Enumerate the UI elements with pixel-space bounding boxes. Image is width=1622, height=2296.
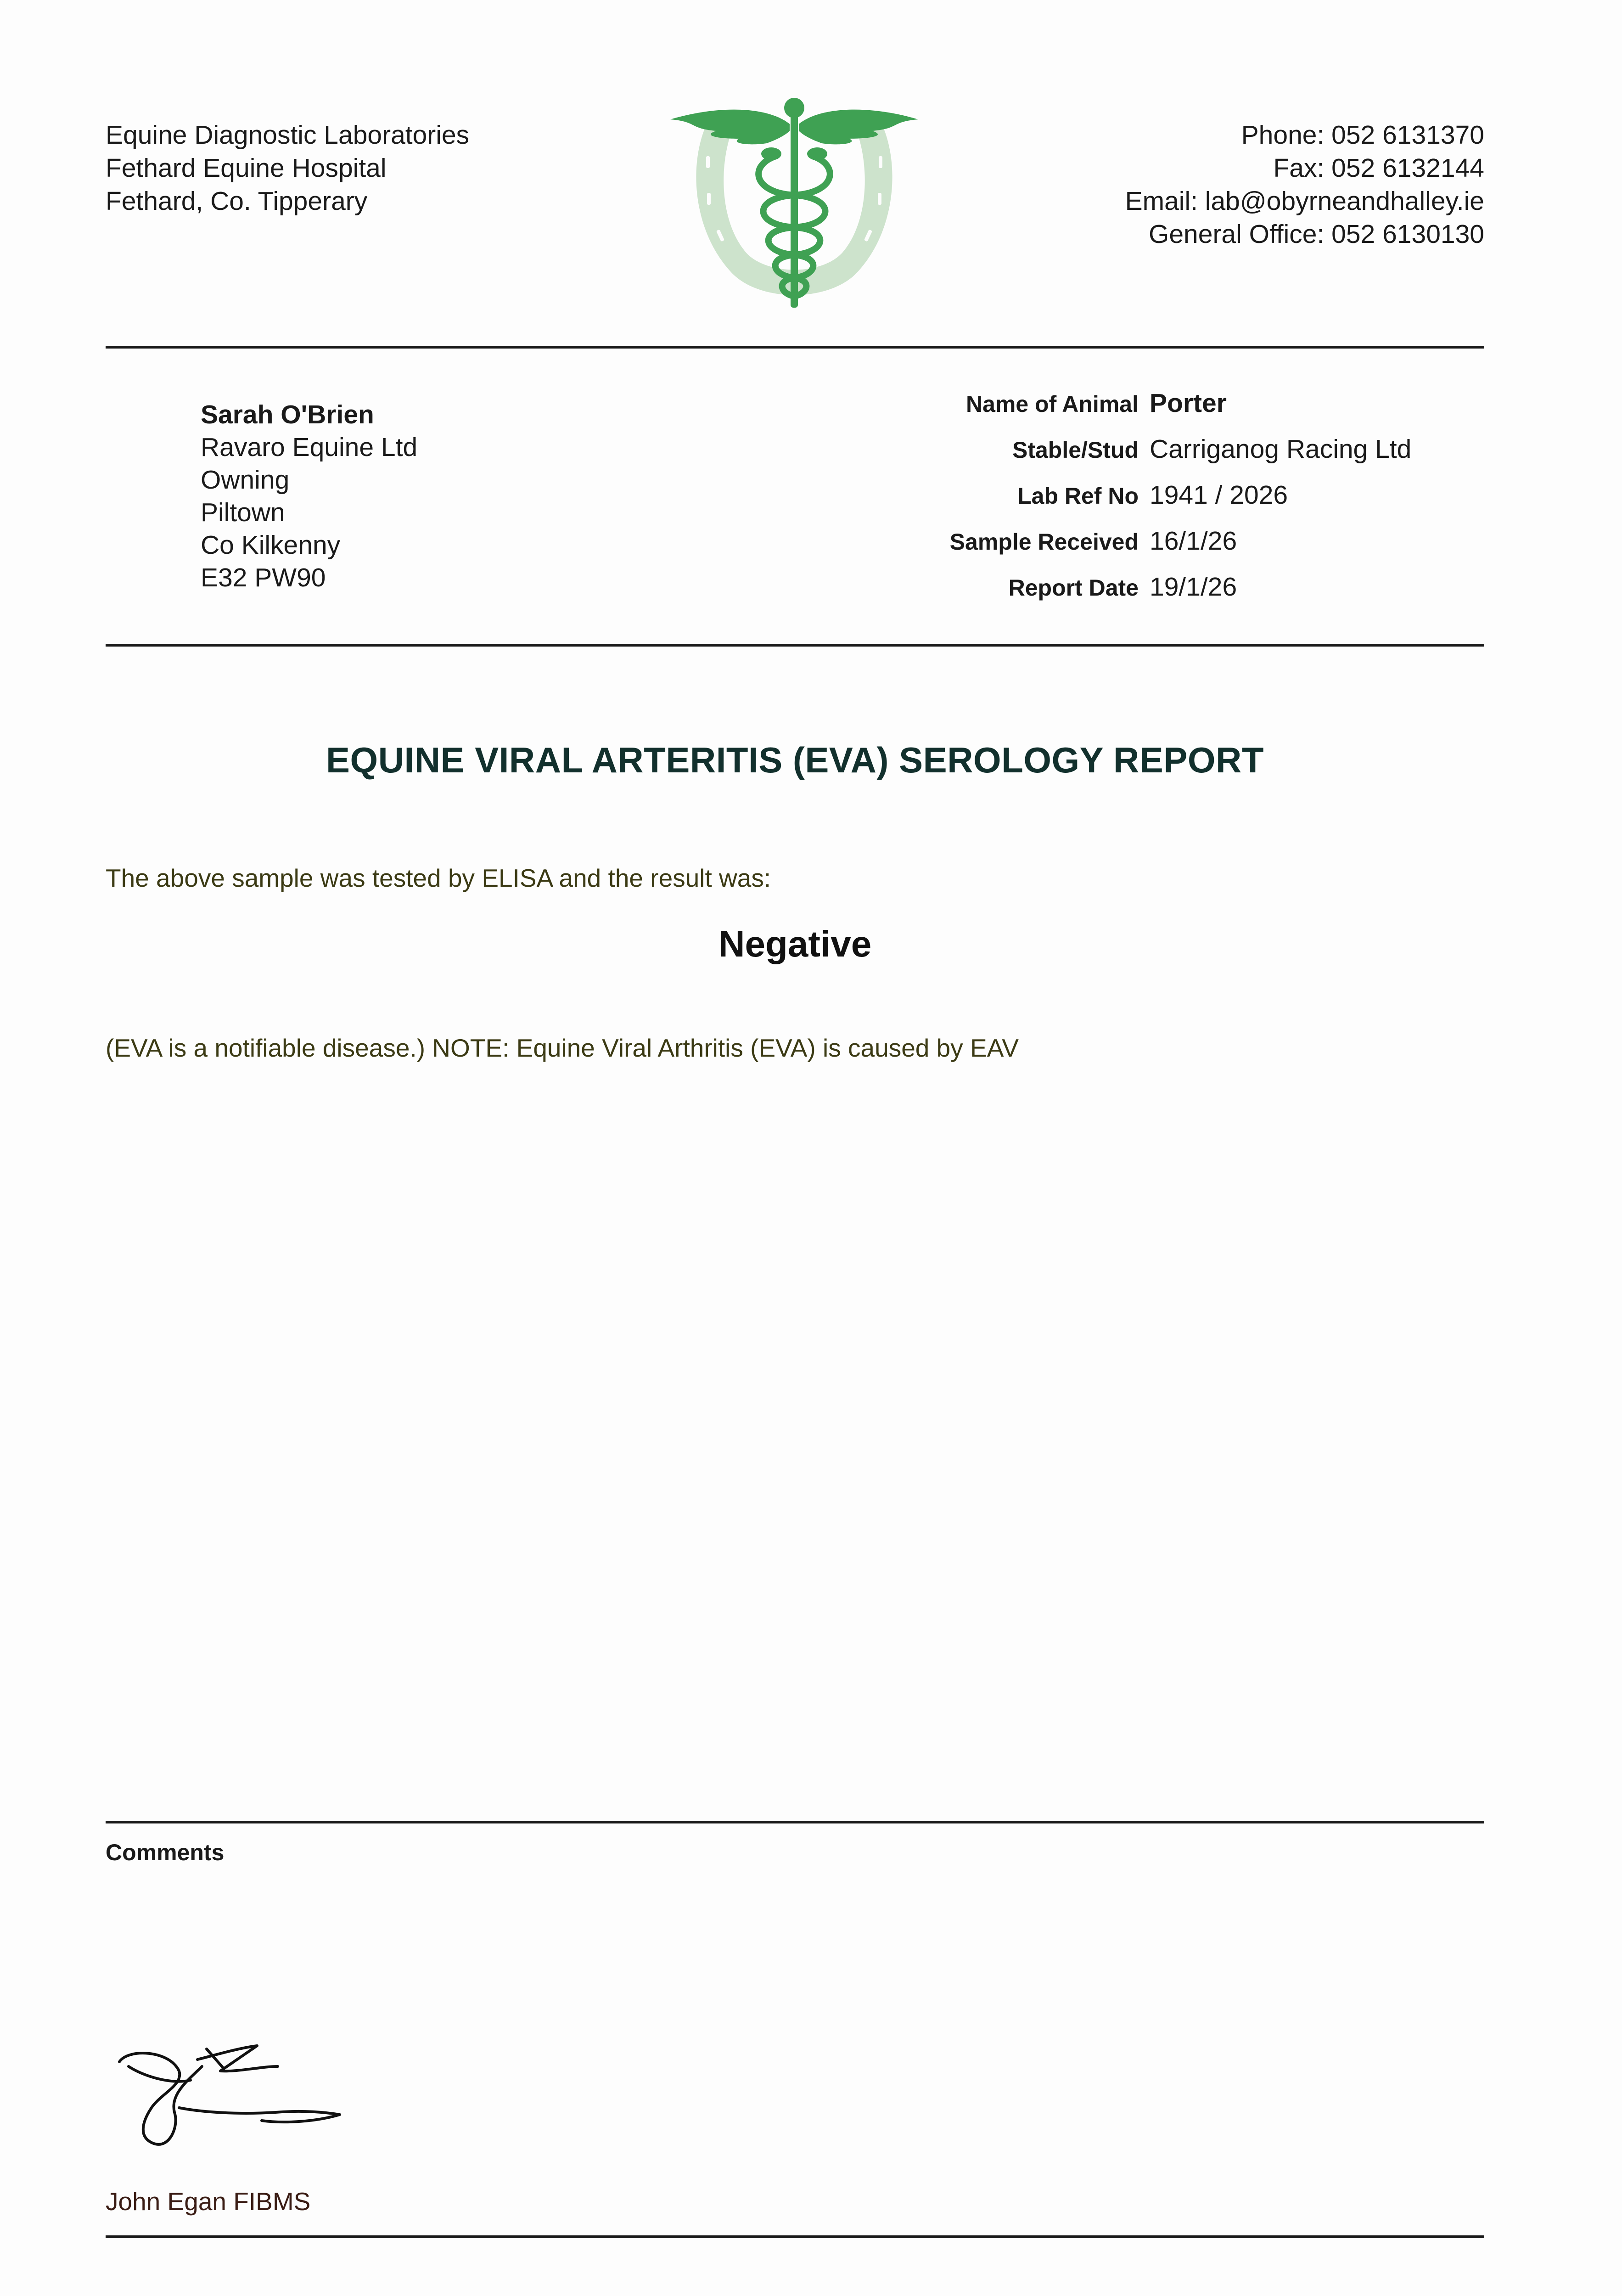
lab-address-line: Fethard Equine Hospital xyxy=(106,153,387,183)
detail-value: 19/1/26 xyxy=(1150,572,1237,602)
detail-label: Sample Received xyxy=(949,529,1139,555)
recipient-line: Ravaro Equine Ltd xyxy=(201,433,418,462)
recipient-line: E32 PW90 xyxy=(201,563,326,592)
report-title: EQUINE VIRAL ARTERITIS (EVA) SEROLOGY REPORT xyxy=(326,740,1264,780)
detail-row-stable xyxy=(803,434,1483,480)
detail-value: 16/1/26 xyxy=(1150,526,1237,556)
detail-label: Lab Ref No xyxy=(1017,483,1139,509)
header-divider xyxy=(106,346,1484,349)
recipient-name: Sarah O'Brien xyxy=(201,400,374,429)
signatory-name: John Egan FIBMS xyxy=(106,2187,311,2216)
signature xyxy=(110,2039,349,2158)
test-result: Negative xyxy=(718,923,872,964)
animal-details xyxy=(803,388,1483,618)
contact-email: Email: lab@obyrneandhalley.ie xyxy=(1125,186,1484,216)
contact-fax: Fax: 052 6132144 xyxy=(1273,153,1484,183)
lab-address-line: Fethard, Co. Tipperary xyxy=(106,186,368,216)
report-intro: The above sample was tested by ELISA and the result was: xyxy=(106,864,771,892)
details-divider xyxy=(106,644,1484,647)
footer-divider xyxy=(106,2235,1484,2238)
recipient-address xyxy=(201,399,417,594)
detail-row-report-date xyxy=(803,572,1483,618)
comments-divider xyxy=(106,1821,1484,1823)
contact-phone: Phone: 052 6131370 xyxy=(1241,120,1484,150)
report-note: (EVA is a notifiable disease.) NOTE: Equine Viral Arthritis (EVA) is caused by EAV xyxy=(106,1034,1019,1062)
detail-value: Porter xyxy=(1150,388,1227,418)
contact-block xyxy=(1125,118,1484,251)
detail-label: Report Date xyxy=(1008,575,1139,601)
detail-row-animal-name xyxy=(803,388,1483,434)
recipient-line: Co Kilkenny xyxy=(201,530,341,560)
detail-value: Carriganog Racing Ltd xyxy=(1150,434,1412,464)
recipient-line: Owning xyxy=(201,465,290,495)
lab-address xyxy=(106,118,469,218)
detail-value: 1941 / 2026 xyxy=(1150,480,1288,510)
detail-label: Stable/Stud xyxy=(1012,437,1139,463)
detail-row-lab-ref xyxy=(803,480,1483,526)
comments-label: Comments xyxy=(106,1840,224,1865)
caduceus-horseshoe-logo xyxy=(661,87,927,317)
recipient-line: Piltown xyxy=(201,498,285,527)
contact-office: General Office: 052 6130130 xyxy=(1149,219,1484,249)
detail-label: Name of Animal xyxy=(965,391,1139,417)
detail-row-sample-received xyxy=(803,526,1483,572)
lab-address-line: Equine Diagnostic Laboratories xyxy=(106,120,470,150)
